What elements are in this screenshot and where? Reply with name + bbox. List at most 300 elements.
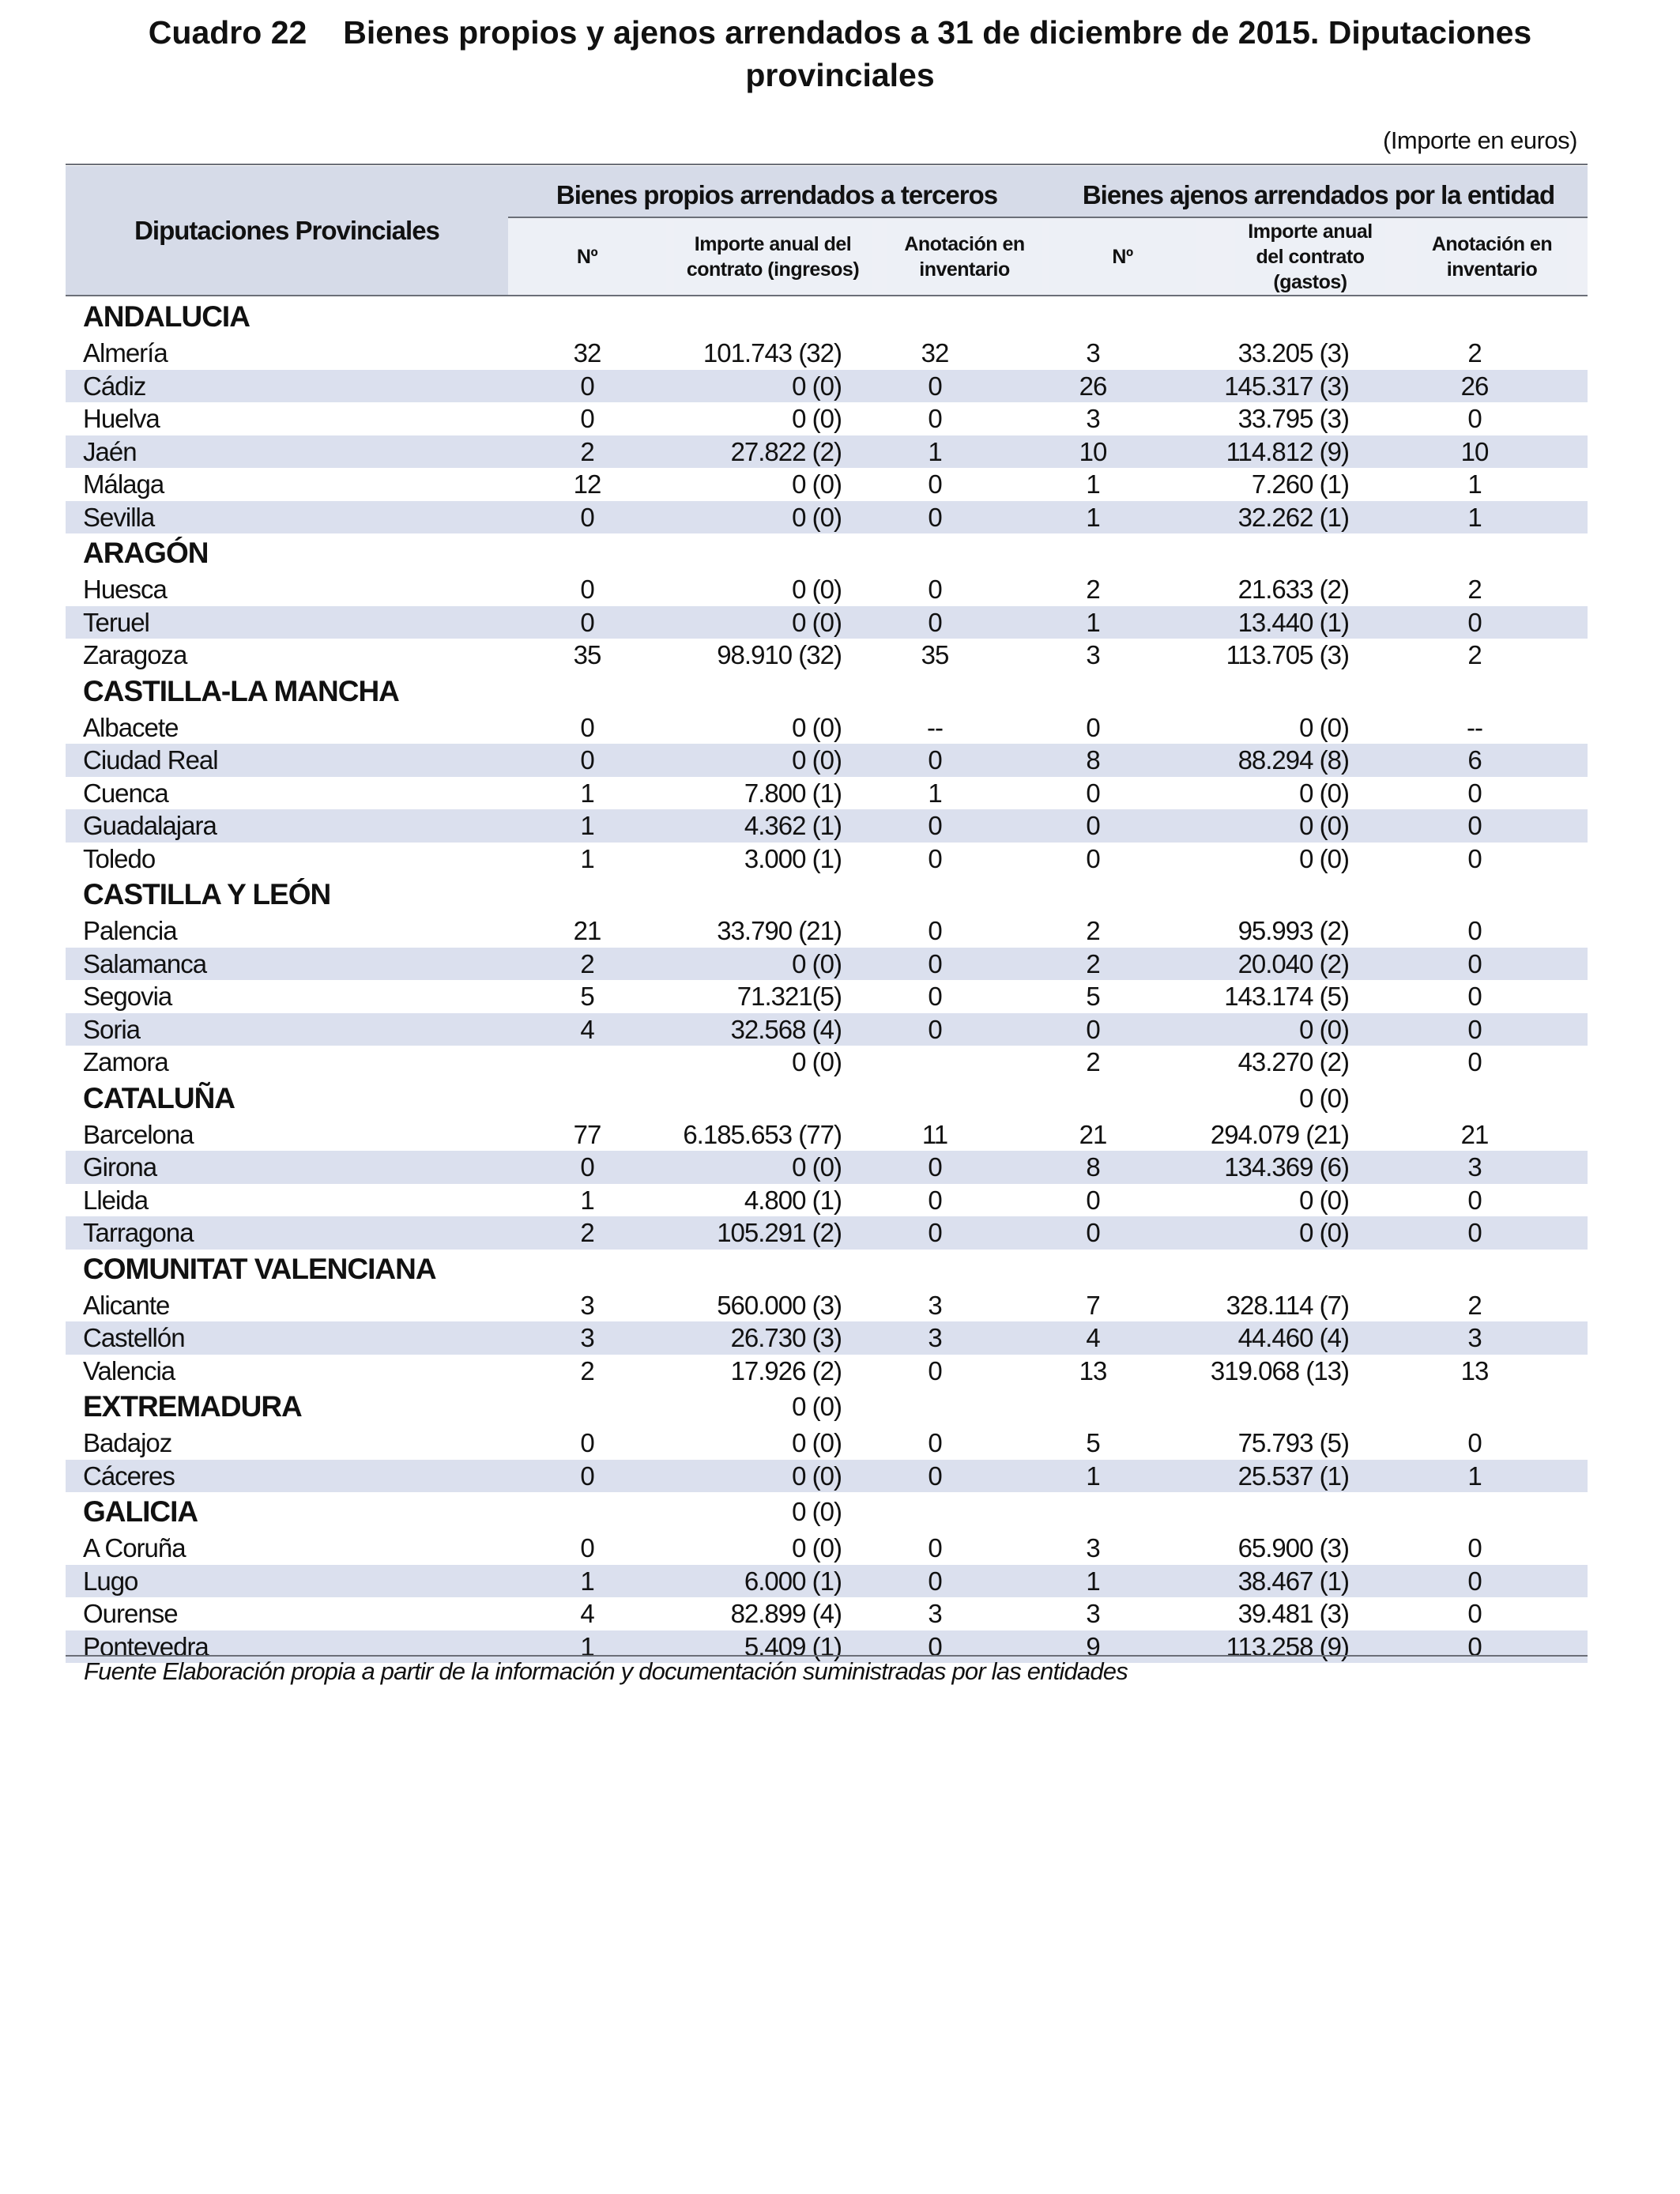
table-cell: 1	[1362, 1460, 1588, 1493]
table-cell: 5	[580, 982, 594, 1012]
table-row	[66, 1355, 1588, 1388]
province-name: Málaga	[83, 469, 164, 499]
table-cell: 0 (0)	[666, 1151, 856, 1184]
table-cell: 0	[856, 1630, 1014, 1664]
header-row-label: Diputaciones Provinciales	[134, 215, 439, 245]
table-cell: 7	[1086, 1290, 1100, 1320]
table-cell: 3	[1086, 640, 1100, 670]
region-cell	[1172, 1387, 1362, 1427]
table-cell: 0	[580, 1533, 594, 1563]
top-rule	[66, 164, 1588, 165]
table-cell: 0	[856, 948, 1014, 981]
table-cell: 0 (0)	[666, 1460, 856, 1493]
table-cell: 114.812 (9)	[1172, 435, 1362, 469]
table-cell: 0	[928, 1355, 942, 1385]
region-cell	[1362, 1250, 1588, 1289]
province-name: Badajoz	[83, 1428, 172, 1458]
table-cell: 32	[573, 338, 601, 368]
table-cell: 2	[1467, 575, 1482, 605]
table-cell: 0	[508, 744, 666, 777]
region-row	[66, 1387, 1588, 1427]
table-cell: 0	[1362, 1630, 1588, 1664]
table-cell: 0	[1467, 404, 1482, 434]
table-cell: 0	[928, 982, 942, 1012]
table-cell: 3	[1086, 1533, 1100, 1563]
table-cell: 0 (0)	[792, 1428, 842, 1458]
table-row	[66, 639, 1588, 672]
region-cell	[856, 1250, 1014, 1289]
table-cell: 1	[1362, 501, 1588, 534]
region-cell	[1014, 672, 1172, 711]
table-bottom-rule	[66, 1655, 1588, 1657]
region-cell	[1014, 875, 1172, 914]
table-cell: 0 (0)	[1299, 778, 1349, 808]
table-cell: 0	[856, 809, 1014, 843]
table-cell: 0	[1467, 1185, 1482, 1215]
table-cell: 7.800 (1)	[744, 778, 842, 808]
table-cell: 6.185.653 (77)	[683, 1119, 842, 1149]
table-cell: 5	[1086, 1428, 1100, 1458]
table-cell: 113.705 (3)	[1226, 640, 1349, 670]
table-cell: 0	[1467, 916, 1482, 946]
table-cell: 35	[921, 640, 949, 670]
table-cell: 33.795 (3)	[1237, 404, 1349, 434]
table-cell: 0	[580, 1428, 594, 1458]
table-row	[66, 1184, 1588, 1217]
header-group-ajenos: Bienes ajenos arrendados por la entidad	[1082, 180, 1555, 209]
table-cell: 0	[1467, 1428, 1482, 1458]
region-cell	[1014, 533, 1172, 573]
table-cell: 26	[1014, 370, 1172, 403]
table-row	[66, 1597, 1588, 1630]
table-row	[66, 914, 1588, 948]
table-cell: 3	[580, 1290, 594, 1320]
region-row	[66, 672, 1588, 711]
province-name: Huelva	[83, 404, 160, 434]
table-cell: 0 (0)	[1299, 712, 1349, 742]
province-name: Jaén	[66, 435, 508, 469]
region-cell	[856, 875, 1014, 914]
table-row	[66, 337, 1588, 370]
header-col-n-ajenos: Nº	[1049, 221, 1196, 292]
table-cell: 4	[1014, 1321, 1172, 1355]
table-cell: 3	[508, 1321, 666, 1355]
table-cell: 38.467 (1)	[1172, 1565, 1362, 1598]
table-cell: 0 (0)	[666, 948, 856, 981]
province-name: Lleida	[83, 1185, 149, 1215]
province-name: Almería	[83, 338, 168, 368]
province-name: Pontevedra	[66, 1630, 508, 1664]
table-cell: 17.926 (2)	[730, 1355, 842, 1385]
table-cell: 0	[856, 606, 1014, 639]
table-cell: 0	[1086, 843, 1100, 873]
table-cell: 12	[573, 469, 601, 499]
table-cell: 6	[1362, 744, 1588, 777]
region-cell	[666, 533, 856, 573]
region-cell	[508, 1250, 666, 1289]
region-name: ARAGÓN	[83, 537, 209, 569]
title-text-line2: provinciales	[745, 57, 935, 93]
table-cell: 33.205 (3)	[1237, 338, 1349, 368]
region-name: GALICIA	[83, 1495, 198, 1528]
province-name: Salamanca	[66, 948, 508, 981]
table-cell: 0	[580, 575, 594, 605]
table-cell: 2	[580, 1355, 594, 1385]
region-name: EXTREMADURA	[83, 1390, 302, 1423]
table-cell: 26	[1362, 370, 1588, 403]
table-cell: 1	[1014, 1565, 1172, 1598]
table-cell: 2	[1086, 575, 1100, 605]
region-name: CASTILLA-LA MANCHA	[83, 674, 399, 707]
table-cell: 11	[921, 1119, 948, 1149]
header-group-rule	[508, 217, 1588, 218]
table-row	[66, 1460, 1588, 1493]
table-cell: 4	[580, 1599, 594, 1629]
region-name: CASTILLA Y LEÓN	[83, 878, 331, 910]
table-cell: 21	[1079, 1119, 1107, 1149]
table-row	[66, 1013, 1588, 1046]
table-cell: 0 (0)	[1299, 1185, 1349, 1215]
province-name: Ciudad Real	[66, 744, 508, 777]
region-row	[66, 1079, 1588, 1118]
table-row	[66, 402, 1588, 435]
table-cell: 0	[928, 916, 942, 946]
table-cell: 3	[1086, 1599, 1100, 1629]
region-cell	[1362, 1079, 1588, 1118]
region-cell	[1172, 1492, 1362, 1532]
table-cell: 5.409 (1)	[666, 1630, 856, 1664]
table-cell: 3	[1362, 1151, 1588, 1184]
table-cell: 0	[1362, 948, 1588, 981]
region-cell	[508, 297, 666, 337]
table-cell: 0 (0)	[792, 712, 842, 742]
province-name: Guadalajara	[66, 809, 508, 843]
table-row	[66, 468, 1588, 501]
table-cell: 0 (0)	[792, 1533, 842, 1563]
table-cell: 2	[1467, 640, 1482, 670]
table-row	[66, 809, 1588, 843]
table-cell: 13	[1460, 1355, 1489, 1385]
table-row	[66, 744, 1588, 777]
table-cell: 2	[1014, 948, 1172, 981]
table-cell: 2	[508, 1216, 666, 1250]
table-cell: 3	[1362, 1321, 1588, 1355]
table-cell: 3.000 (1)	[744, 843, 842, 873]
table-cell	[856, 1046, 1014, 1079]
table-cell: 0	[928, 469, 942, 499]
table-cell: 9	[1014, 1630, 1172, 1664]
table-cell: 0	[856, 1565, 1014, 1598]
table-cell: 1	[1086, 469, 1100, 499]
header-col-importe-gastos: Importe anual del contrato (gastos)	[1235, 221, 1385, 292]
region-cell	[1362, 1492, 1588, 1532]
region-cell	[1014, 1492, 1172, 1532]
table-cell: 319.068 (13)	[1210, 1355, 1349, 1385]
table-row	[66, 1118, 1588, 1152]
table-cell: 0	[1467, 982, 1482, 1012]
region-row	[66, 875, 1588, 914]
table-cell: 6.000 (1)	[666, 1565, 856, 1598]
table-cell: 13.440 (1)	[1172, 606, 1362, 639]
region-cell	[508, 672, 666, 711]
table-cell: 0 (0)	[792, 404, 842, 434]
units-note: (Importe en euros)	[1383, 126, 1577, 154]
province-name: Segovia	[83, 982, 172, 1012]
table-cell: 8	[1014, 1151, 1172, 1184]
table-cell: 3	[856, 1321, 1014, 1355]
region-cell	[1172, 672, 1362, 711]
table-row	[66, 1289, 1588, 1322]
table-cell: 2	[1086, 916, 1100, 946]
table-cell: 1	[580, 778, 594, 808]
table-cell: 0	[856, 744, 1014, 777]
province-name: Soria	[66, 1013, 508, 1046]
source-note: Fuente Elaboración propia a partir de la información y documentación suministradas por las entidades	[84, 1657, 1128, 1685]
table-cell: 44.460 (4)	[1172, 1321, 1362, 1355]
region-cell: 0 (0)	[792, 1392, 842, 1421]
table-title	[71, 11, 1609, 96]
table-cell: 1	[508, 1630, 666, 1664]
table-cell: 0	[856, 1013, 1014, 1046]
table-cell: 1	[928, 778, 942, 808]
table-number: Cuadro 22	[148, 14, 307, 51]
table-cell: 0	[1086, 712, 1100, 742]
table-cell: 134.369 (6)	[1172, 1151, 1362, 1184]
region-cell	[1362, 1387, 1588, 1427]
region-cell	[856, 297, 1014, 337]
province-name: Huesca	[83, 575, 167, 605]
table-cell: 27.822 (2)	[666, 435, 856, 469]
table-row	[66, 435, 1588, 469]
region-cell	[856, 533, 1014, 573]
table-cell: 0 (0)	[792, 575, 842, 605]
table-cell: 0 (0)	[1172, 809, 1362, 843]
table-cell: 2	[1086, 1047, 1100, 1077]
province-name: Valencia	[83, 1355, 175, 1385]
province-name: Toledo	[83, 843, 156, 873]
table-cell: 21	[1460, 1119, 1489, 1149]
table-cell: 0	[856, 1151, 1014, 1184]
region-cell	[1172, 297, 1362, 337]
table-cell: 43.270 (2)	[1237, 1047, 1349, 1077]
province-name: Cáceres	[66, 1460, 508, 1493]
region-row	[66, 1250, 1588, 1289]
table-cell: 0	[856, 1460, 1014, 1493]
table-cell: 10	[1362, 435, 1588, 469]
region-cell	[1172, 533, 1362, 573]
table-cell: 0	[856, 501, 1014, 534]
region-row	[66, 533, 1588, 573]
province-name: Lugo	[66, 1565, 508, 1598]
table-cell: --	[1467, 712, 1482, 742]
table-cell: 1	[1014, 606, 1172, 639]
table-cell: 3	[928, 1290, 942, 1320]
table-cell: 98.910 (32)	[717, 640, 842, 670]
region-cell	[856, 672, 1014, 711]
table-cell: 21	[573, 916, 601, 946]
table-cell: 0	[1362, 606, 1588, 639]
table-cell: 13	[1079, 1355, 1107, 1385]
table-cell: 0	[1362, 1565, 1588, 1598]
table-cell: 0	[928, 404, 942, 434]
table-cell: 10	[1014, 435, 1172, 469]
table-cell	[508, 1046, 666, 1079]
table-cell: 8	[1014, 744, 1172, 777]
table-cell: 0	[508, 1460, 666, 1493]
table-cell: 25.537 (1)	[1172, 1460, 1362, 1493]
province-name: Barcelona	[83, 1119, 194, 1149]
region-cell	[666, 672, 856, 711]
table-row	[66, 501, 1588, 534]
table-cell: 1	[580, 843, 594, 873]
table-cell: 26.730 (3)	[666, 1321, 856, 1355]
table-cell: 2	[1467, 1290, 1482, 1320]
table-cell: 0	[1014, 1216, 1172, 1250]
table-cell: 71.321(5)	[736, 982, 842, 1012]
region-cell: 0 (0)	[792, 1497, 842, 1526]
table-cell: 1	[508, 809, 666, 843]
table-cell: 328.114 (7)	[1226, 1290, 1349, 1320]
region-cell	[666, 1250, 856, 1289]
table-cell: 0	[928, 1428, 942, 1458]
table-cell: 2	[508, 435, 666, 469]
data-table	[66, 297, 1588, 1663]
region-cell	[1362, 875, 1588, 914]
table-cell: 560.000 (3)	[717, 1290, 842, 1320]
table-cell: 0	[508, 606, 666, 639]
table-cell: 0	[1467, 843, 1482, 873]
table-cell: 1	[856, 435, 1014, 469]
region-cell	[1362, 297, 1588, 337]
table-cell: 4.800 (1)	[744, 1185, 842, 1215]
table-row	[66, 1046, 1588, 1079]
province-name: Cuenca	[83, 778, 168, 808]
table-cell: 0	[508, 501, 666, 534]
table-cell: 0	[580, 712, 594, 742]
table-cell: 294.079 (21)	[1210, 1119, 1349, 1149]
province-name: Ourense	[83, 1599, 178, 1629]
table-cell: 21.633 (2)	[1237, 575, 1349, 605]
table-cell: --	[927, 712, 943, 742]
table-cell: 3	[928, 1599, 942, 1629]
table-cell: 0	[928, 1185, 942, 1215]
region-cell	[666, 1079, 856, 1118]
region-row	[66, 297, 1588, 337]
province-name: Cádiz	[66, 370, 508, 403]
table-cell: 4	[508, 1013, 666, 1046]
table-cell: 143.174 (5)	[1224, 982, 1349, 1012]
table-cell: 33.790 (21)	[717, 916, 842, 946]
table-row	[66, 1427, 1588, 1460]
table-row	[66, 777, 1588, 810]
region-cell	[1362, 672, 1588, 711]
table-row	[66, 948, 1588, 981]
province-name: A Coruña	[83, 1533, 186, 1563]
table-cell: 3	[1086, 338, 1100, 368]
header-group-propios: Bienes propios arrendados a terceros	[556, 180, 998, 209]
table-cell: 0 (0)	[666, 501, 856, 534]
table-cell: 0 (0)	[1299, 843, 1349, 873]
region-cell	[856, 1387, 1014, 1427]
table-cell: 0	[1014, 809, 1172, 843]
table-cell: 0	[508, 1151, 666, 1184]
province-name: Albacete	[83, 712, 179, 742]
table-cell: 0	[1014, 1013, 1172, 1046]
table-cell: 88.294 (8)	[1172, 744, 1362, 777]
region-name: ANDALUCIA	[83, 300, 250, 333]
table-row	[66, 711, 1588, 745]
table-cell: 0	[1467, 1047, 1482, 1077]
table-cell: 0	[1362, 809, 1588, 843]
title-text-line1: Bienes propios y ajenos arrendados a 31 de diciembre de 2015. Diputaciones	[343, 14, 1532, 51]
table-cell: 95.993 (2)	[1237, 916, 1349, 946]
region-cell	[1362, 533, 1588, 573]
table-row	[66, 843, 1588, 876]
table-cell: 0	[508, 370, 666, 403]
table-cell: 0	[580, 404, 594, 434]
table-cell: 0	[1467, 1599, 1482, 1629]
table-cell: 3	[1086, 404, 1100, 434]
table-cell: 0	[928, 1533, 942, 1563]
table-cell: 0 (0)	[792, 469, 842, 499]
region-row	[66, 1492, 1588, 1532]
table-row	[66, 980, 1588, 1013]
table-row	[66, 370, 1588, 403]
table-cell: 32.262 (1)	[1172, 501, 1362, 534]
table-cell: 2	[1467, 338, 1482, 368]
table-cell: 1	[1467, 469, 1482, 499]
table-cell: 20.040 (2)	[1172, 948, 1362, 981]
region-cell	[1014, 1250, 1172, 1289]
table-cell: 7.260 (1)	[1251, 469, 1349, 499]
header-col-anotacion-propios: Anotación en inventario	[887, 221, 1042, 292]
table-cell: 0 (0)	[666, 606, 856, 639]
region-cell: 0 (0)	[1299, 1083, 1349, 1113]
header-bottom-rule	[66, 295, 1588, 296]
table-cell: 0 (0)	[1172, 1013, 1362, 1046]
table-header	[66, 166, 1588, 295]
region-cell	[508, 1387, 666, 1427]
table-cell: 1	[1014, 501, 1172, 534]
region-cell	[1172, 875, 1362, 914]
region-cell	[508, 1492, 666, 1532]
table-cell: 75.793 (5)	[1237, 1428, 1349, 1458]
province-name: Girona	[66, 1151, 508, 1184]
region-cell	[1172, 1250, 1362, 1289]
table-cell: 0	[1467, 778, 1482, 808]
table-cell: 145.317 (3)	[1172, 370, 1362, 403]
table-cell: 39.481 (3)	[1237, 1599, 1349, 1629]
table-cell: 0	[1086, 778, 1100, 808]
province-name: Tarragona	[66, 1216, 508, 1250]
table-cell: 77	[573, 1119, 601, 1149]
region-cell	[1014, 297, 1172, 337]
table-cell: 1	[580, 1185, 594, 1215]
province-name: Castellón	[66, 1321, 508, 1355]
table-row	[66, 573, 1588, 606]
table-cell: 82.899 (4)	[730, 1599, 842, 1629]
province-name: Alicante	[83, 1290, 170, 1320]
province-name: Zaragoza	[83, 640, 187, 670]
table-cell: 1	[508, 1565, 666, 1598]
region-cell	[508, 1079, 666, 1118]
region-cell	[508, 533, 666, 573]
table-cell: 32.568 (4)	[666, 1013, 856, 1046]
province-name: Teruel	[66, 606, 508, 639]
table-cell: 1	[1014, 1460, 1172, 1493]
table-cell: 0	[1086, 1185, 1100, 1215]
table-cell: 0	[1362, 1013, 1588, 1046]
